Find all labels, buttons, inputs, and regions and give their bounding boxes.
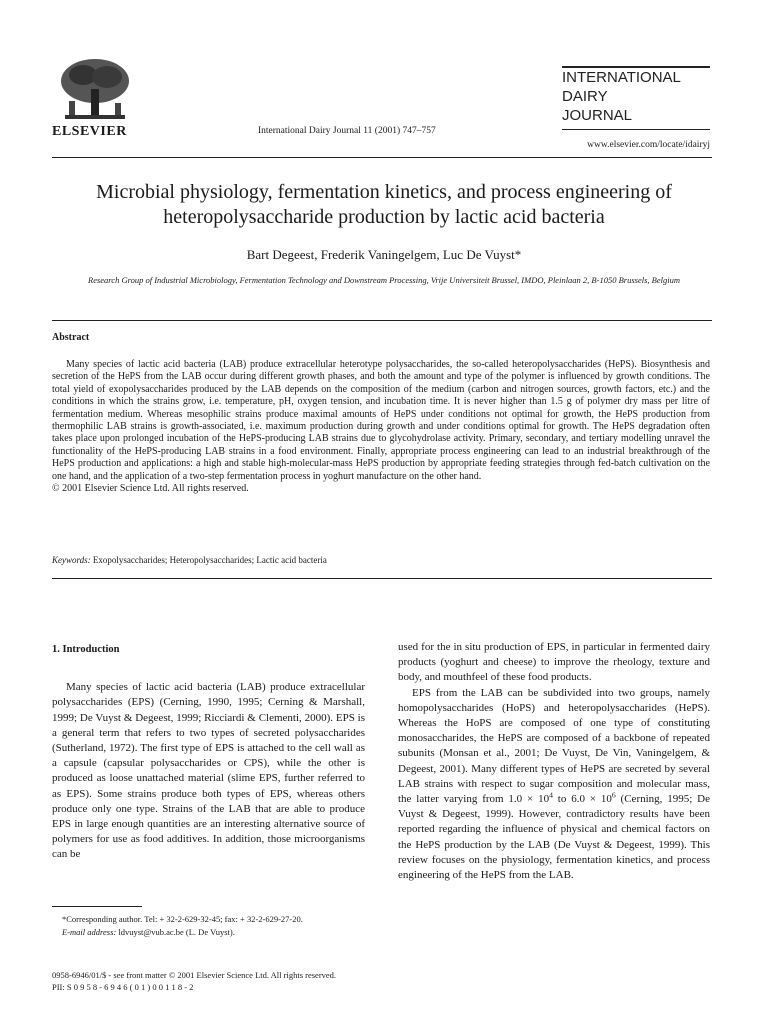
intro-paragraph-1: Many species of lactic acid bacteria (LAB) produce extracellular polysaccharides (EPS) (Cerning, 1990, 1995; Cerning & Marshall, 1999; De Vuyst & Degeest, 1999; Ricciardi & Clementi, 2000). EPS is a general term that refers to two types of secreted polysaccharides (Sutherland, 1972). The first type of EPS is attached to the cell wall as a capsule (capsular polysaccharides or CPS), while the other is produced as loose unattached material (slime EPS, further referred to as EPS). Some strains produce both types of EPS, whereas others produce only one type. Strains of the LAB that are able to produce EPS in large enough quantities are an interesting alternative source of polymers for use as food additives. In addition, those microorganisms can be bbox=[52, 681, 365, 861]
email-note bbox=[52, 926, 365, 939]
intro-paragraph-2 bbox=[398, 686, 710, 884]
abstract-text: Many species of lactic acid bacteria (LAB) produce extracellular heterotype polysaccharides, the so-called heteropolysaccharides (HePS). Biosynthesis and secretion of the HePS from the LAB occur during different growth phases, and both the amount and type of the polymer is influenced by growth conditions. The total yield of exopolysaccharides produced by the LAB depends on the composition of the medium (carbon and nitrogen sources, growth factors, etc.) and the conditions in which the strains grow, i.e. temperature, pH, oxygen tension, and incubation time. It is never higher than 1.5 g of polymer dry mass per litre of fermentation medium. Whereas mesophilic strains produce maximal amounts of HePS under conditions not optimal for growth, the HePS production from thermophilic LAB strains is growth-associated, i.e. maximum production during growth and under conditions optimal for growth. The HePS degradation often takes place upon prolonged incubation of the HePS-producing LAB strains due to glycohydrolase activity. Primary, secondary, and tertiary modelling unravel the functionality of the HePS-producing LAB strains in a food environment. Finally, appropriate process engineering can lead to an industrial breakthrough of the HePS production and applications: a high and stable high-molecular-mass HePS production by appropriate feeding strategies through fed-batch cultivation on the one hand, and the application of a two-step fermentation process in yoghurt manufacture on the other hand. bbox=[52, 359, 710, 482]
abstract-body bbox=[52, 359, 710, 495]
publisher-name: ELSEVIER bbox=[52, 124, 127, 139]
section-heading: 1. Introduction bbox=[52, 644, 120, 655]
email-label: E-mail address: bbox=[62, 926, 117, 937]
body-column-left bbox=[52, 642, 365, 863]
abstract-copyright: © 2001 Elsevier Science Ltd. All rights reserved. bbox=[52, 483, 249, 495]
keywords-value: Exopolysaccharides; Heteropolysaccharides; Lactic acid bacteria bbox=[92, 555, 327, 565]
article-title: Microbial physiology, fermentation kinetics, and process engineering of heteropolysaccharide production by lactic acid bacteria bbox=[96, 181, 672, 228]
footnote bbox=[52, 913, 365, 938]
journal-brand bbox=[562, 68, 712, 125]
journal-brand-line-2: DAIRY bbox=[562, 88, 608, 105]
title-divider bbox=[52, 320, 712, 321]
abstract-heading: Abstract bbox=[52, 332, 90, 343]
journal-brand-line-1: INTERNATIONAL bbox=[562, 69, 681, 86]
author-list: Bart Degeest, Frederik Vaningelgem, Luc De Vuyst* bbox=[246, 247, 522, 262]
corresponding-author-note: *Corresponding author. Tel: + 32-2-629-32-45; fax: + 32-2-629-27-20. bbox=[62, 914, 303, 924]
para2-part-b: to 6.0 × 10 bbox=[552, 793, 612, 806]
body-column-right bbox=[398, 640, 710, 883]
front-matter bbox=[52, 969, 336, 993]
exponent-1: 4 bbox=[549, 790, 553, 800]
elsevier-tree-logo bbox=[55, 55, 135, 125]
email-address[interactable]: ldvuyst@vub.ac.be (L. De Vuyst). bbox=[116, 926, 235, 937]
keywords-label: Keywords: bbox=[52, 555, 91, 565]
author-affiliation: Research Group of Industrial Microbiology, Fermentation Technology and Downstream Processing, Vrije Universiteit Brussel, IMDO, Pleinlaan 2, B-1050 Brussels, Belgium bbox=[88, 275, 680, 285]
keywords-line bbox=[52, 555, 710, 565]
para2-part-a: EPS from the LAB can be subdivided into two groups, namely homopolysaccharides (HoPS) and heteropolysaccharides (HePS). Whereas the HoPS are composed of one type of constituting monosaccharides, the HePS are composed of a backbone of repeated subunits (Monsan et al., 2001; De Vuyst, De Vin, Vaningelgem, & Degeest, 2001). Many different types of HePS are secreted by several LAB strains with respect to sugar composition and molecular mass, the latter varying from 1.0 × 10 bbox=[398, 686, 710, 806]
keywords-divider bbox=[52, 578, 712, 579]
journal-url-link[interactable]: www.elsevier.com/locate/idairyj bbox=[587, 140, 710, 150]
brand-rule-bottom bbox=[562, 129, 710, 130]
exponent-2: 6 bbox=[611, 790, 616, 800]
header-divider bbox=[52, 157, 712, 158]
journal-reference: International Dairy Journal 11 (2001) 747–757 bbox=[258, 126, 436, 136]
footnote-rule bbox=[52, 906, 142, 907]
intro-paragraph-continued: used for the in situ production of EPS, in particular in fermented dairy products (yoghurt and cheese) to improve the rheology, texture and body, and mouthfeel of these food products. bbox=[398, 641, 710, 684]
journal-brand-line-3: JOURNAL bbox=[562, 107, 633, 124]
pii-line: PII: S 0 9 5 8 - 6 9 4 6 ( 0 1 ) 0 0 1 1 8 - 2 bbox=[52, 982, 194, 992]
issn-line: 0958-6946/01/$ - see front matter © 2001 Elsevier Science Ltd. All rights reserved. bbox=[52, 970, 337, 980]
para2-part-c: (Cerning, 1995; De Vuyst & Degeest, 1999). However, contradictory results have been reported regarding the influence of physical and chemical factors on the HePS production by the LAB (De Vuyst & Degeest, 1999). This review focuses on the physiology, fermentation kinetics, and process engineering of the HePS from the LAB. bbox=[398, 793, 710, 882]
